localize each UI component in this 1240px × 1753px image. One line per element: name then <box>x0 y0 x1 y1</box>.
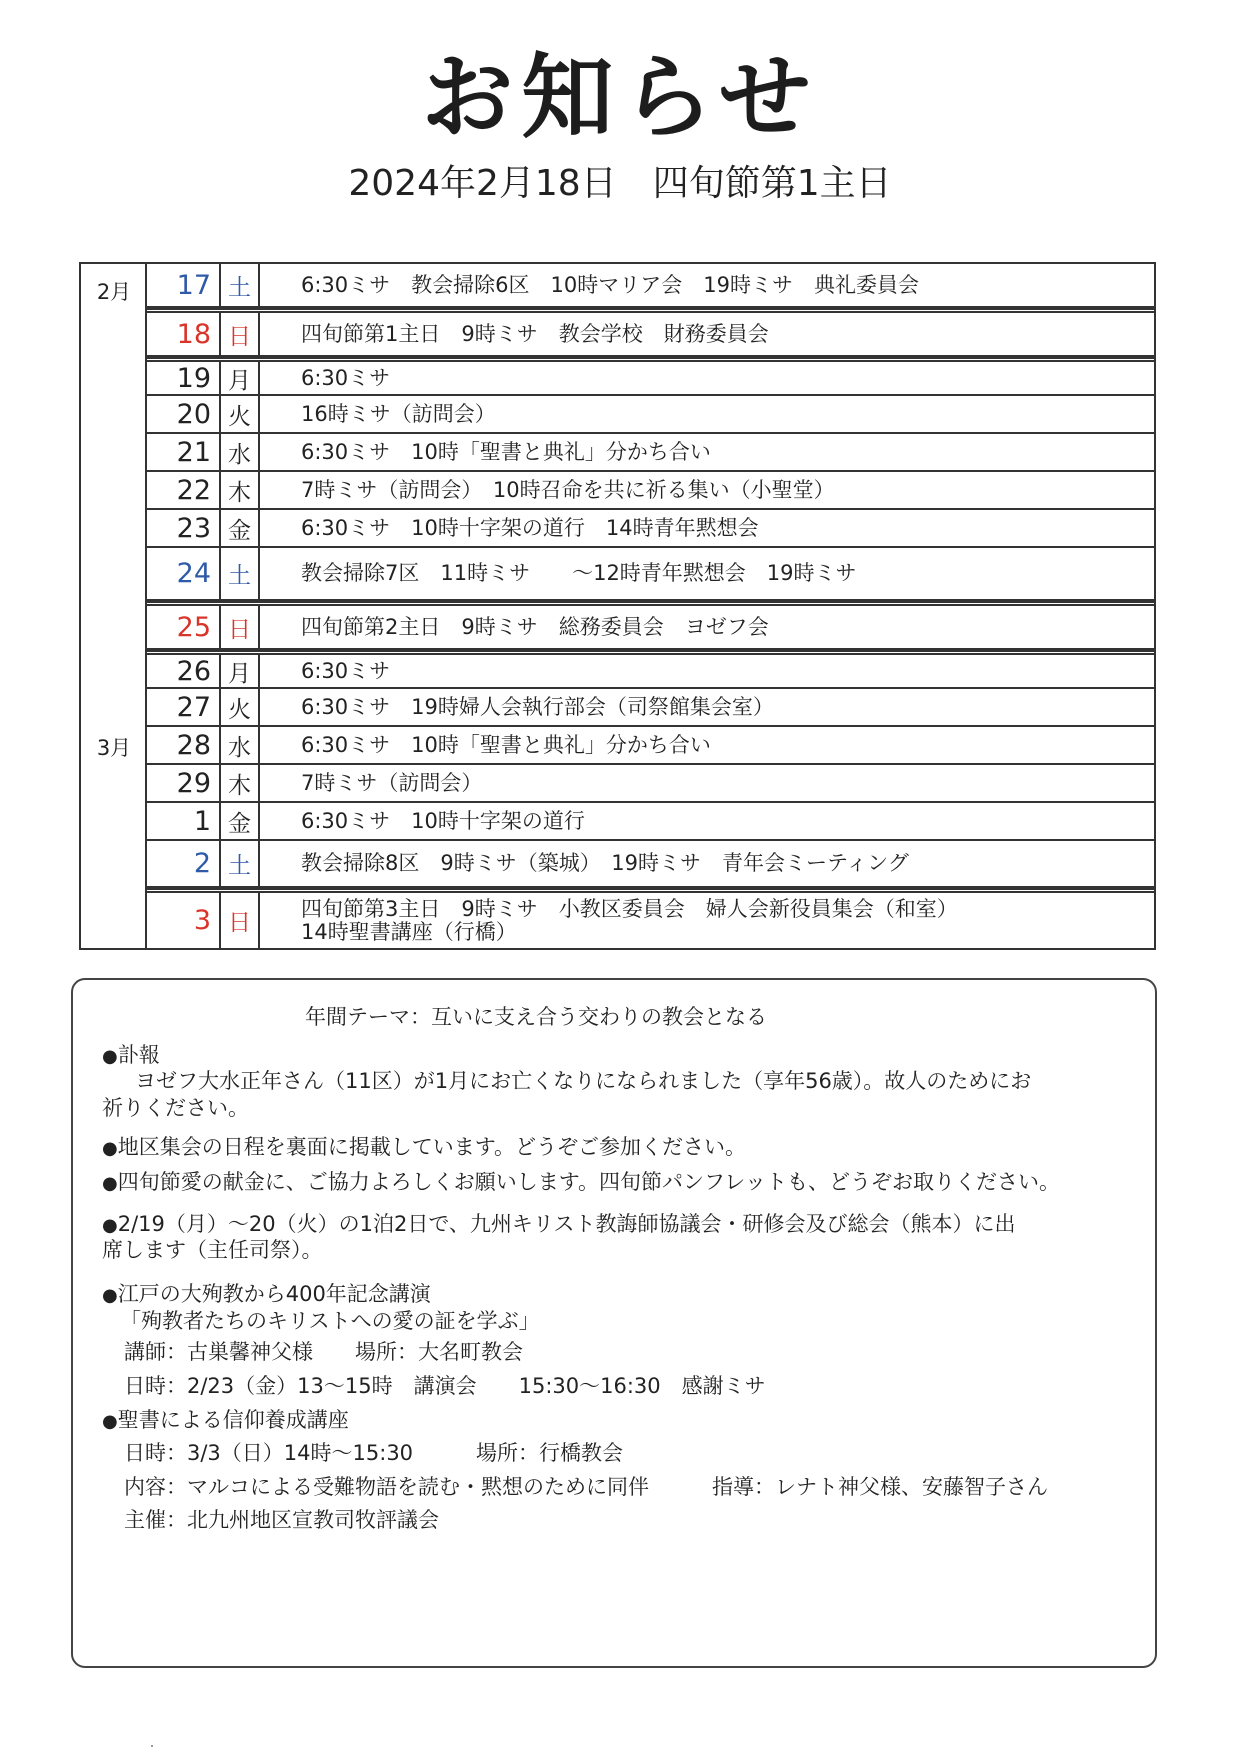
schedule-row <box>147 472 1156 510</box>
row-weekday: 火 <box>221 396 260 432</box>
schedule-row <box>147 727 1156 765</box>
row-date: 21 <box>147 434 221 470</box>
notice-heading: 訃報 <box>117 1043 160 1067</box>
schedule-row <box>147 841 1156 888</box>
page-title: お知らせ <box>421 44 819 151</box>
schedule-row <box>147 803 1156 841</box>
row-date: 1 <box>147 803 221 839</box>
row-events <box>260 655 1156 687</box>
schedule-row <box>147 396 1156 434</box>
month-column <box>81 264 147 948</box>
event-line: 教会掃除7区 11時ミサ ～12時青年黙想会 19時ミサ <box>301 561 857 586</box>
row-weekday: 水 <box>221 434 260 470</box>
row-events <box>260 313 1156 355</box>
row-date: 28 <box>147 727 221 763</box>
notice-course-time: 日時：3/3（日）14時～15:30 場所：行橋教会 <box>124 1441 624 1465</box>
schedule-table <box>79 262 1156 950</box>
month-label-february: 2月 <box>96 280 132 304</box>
schedule-row <box>147 765 1156 803</box>
notice-course-host: 主催：北九州地区宣教司牧評議会 <box>124 1508 439 1532</box>
row-events <box>260 765 1156 801</box>
event-line: 6:30ミサ <box>301 365 391 390</box>
row-weekday: 日 <box>221 606 260 648</box>
schedule-row <box>147 308 1156 357</box>
row-weekday: 木 <box>221 765 260 801</box>
notice-text: 地区集会の日程を裏面に掲載しています。どうぞご参加ください。 <box>117 1135 747 1159</box>
notice-obituary-heading <box>102 1043 160 1068</box>
notice-heading: 江戸の大殉教から400年記念講演 <box>117 1282 431 1306</box>
event-line: 6:30ミサ <box>301 658 391 683</box>
row-events <box>260 510 1156 546</box>
row-events <box>260 689 1156 725</box>
event-line: 教会掃除8区 9時ミサ（築城） 19時ミサ 青年会ミーティング <box>301 851 909 876</box>
annual-theme: 年間テーマ：互いに支え合う交わりの教会となる <box>305 1005 767 1029</box>
notice-text: 2/19（月）～20（火）の1泊2日で、九州キリスト教誨師協議会・研修会及び総会（熊本）に出 <box>117 1212 1016 1236</box>
row-date: 22 <box>147 472 221 508</box>
event-line: 6:30ミサ 教会掃除6区 10時マリア会 19時ミサ 典礼委員会 <box>301 272 919 297</box>
schedule-row <box>147 510 1156 548</box>
notice-kyushu-line: 席します（主任司祭）。 <box>102 1238 323 1262</box>
row-events <box>260 362 1156 394</box>
notice-lent-offering <box>102 1170 1060 1195</box>
notice-text: 四旬節愛の献金に、ご協力よろしくお願いします。四旬節パンフレットも、どうぞお取りください。 <box>117 1170 1060 1194</box>
schedule-row <box>147 601 1156 650</box>
event-line: 四旬節第2主日 9時ミサ 総務委員会 ヨゼフ会 <box>301 614 769 639</box>
row-date: 18 <box>147 313 221 355</box>
notice-lecture-title: 「殉教者たちのキリストへの愛の証を学ぶ」 <box>120 1309 540 1333</box>
notice-lecture-speaker: 講師：古巣馨神父様 場所：大名町教会 <box>124 1340 523 1364</box>
row-weekday: 火 <box>221 689 260 725</box>
notice-obituary-line: 祈りください。 <box>102 1096 249 1120</box>
row-date: 29 <box>147 765 221 801</box>
scan-dot <box>151 1745 153 1747</box>
row-date: 3 <box>147 893 221 948</box>
row-date: 27 <box>147 689 221 725</box>
row-date: 25 <box>147 606 221 648</box>
bullet-icon: ● <box>102 1215 118 1236</box>
row-weekday: 月 <box>221 655 260 687</box>
row-weekday: 金 <box>221 510 260 546</box>
page-subtitle: 2024年2月18日 四旬節第1主日 <box>348 163 892 204</box>
row-date: 23 <box>147 510 221 546</box>
row-events <box>260 472 1156 508</box>
row-date: 26 <box>147 655 221 687</box>
schedule-row <box>147 888 1156 948</box>
event-line: 7時ミサ（訪問会） 10時召命を共に祈る集い（小聖堂） <box>301 477 835 502</box>
bullet-icon: ● <box>102 1285 118 1306</box>
notice-course-content: 内容：マルコによる受難物語を読む・黙想のために同伴 指導：レナト神父様、安藤智子さん <box>124 1475 1048 1499</box>
row-weekday: 月 <box>221 362 260 394</box>
row-weekday: 金 <box>221 803 260 839</box>
bullet-icon: ● <box>102 1046 118 1067</box>
schedule-row <box>147 689 1156 727</box>
event-line: 14時聖書講座（行橋） <box>301 919 517 944</box>
notice-lecture-time: 日時：2/23（金）13～15時 講演会 15:30～16:30 感謝ミサ <box>124 1374 766 1398</box>
row-weekday: 土 <box>221 548 260 599</box>
row-events <box>260 434 1156 470</box>
notice-heading: 聖書による信仰養成講座 <box>117 1408 349 1432</box>
event-line: 6:30ミサ 10時十字架の道行 <box>301 808 585 833</box>
row-date: 24 <box>147 548 221 599</box>
row-date: 17 <box>147 264 221 306</box>
notice-district-meeting <box>102 1135 746 1160</box>
row-events <box>260 548 1156 599</box>
row-weekday: 土 <box>221 841 260 886</box>
event-line: 四旬節第3主日 9時ミサ 小教区委員会 婦人会新役員集会（和室） <box>301 897 958 922</box>
notice-kyushu <box>102 1212 1015 1237</box>
month-label-march: 3月 <box>96 736 132 760</box>
row-date: 19 <box>147 362 221 394</box>
event-line: 6:30ミサ 10時「聖書と典礼」分かち合い <box>301 439 711 464</box>
row-events <box>260 841 1156 886</box>
row-events <box>260 727 1156 763</box>
notice-course-heading <box>102 1408 349 1433</box>
schedule-row <box>147 548 1156 601</box>
row-events <box>260 264 1156 306</box>
row-events <box>260 396 1156 432</box>
bullet-icon: ● <box>102 1173 118 1194</box>
row-date: 20 <box>147 396 221 432</box>
row-events <box>260 803 1156 839</box>
row-weekday: 土 <box>221 264 260 306</box>
notice-lecture-heading <box>102 1282 431 1307</box>
row-weekday: 水 <box>221 727 260 763</box>
schedule-row <box>147 357 1156 396</box>
bullet-icon: ● <box>102 1411 118 1432</box>
event-line: 6:30ミサ 19時婦人会執行部会（司祭館集会室） <box>301 694 774 719</box>
event-line: 7時ミサ（訪問会） <box>301 770 483 795</box>
row-events <box>260 893 1156 948</box>
row-date: 2 <box>147 841 221 886</box>
schedule-row <box>147 650 1156 689</box>
event-line: 6:30ミサ 10時十字架の道行 14時青年黙想会 <box>301 515 759 540</box>
schedule-row <box>147 264 1156 308</box>
row-events <box>260 606 1156 648</box>
row-weekday: 日 <box>221 313 260 355</box>
row-weekday: 日 <box>221 893 260 948</box>
event-line: 6:30ミサ 10時「聖書と典礼」分かち合い <box>301 732 711 757</box>
row-weekday: 木 <box>221 472 260 508</box>
event-line: 四旬節第1主日 9時ミサ 教会学校 財務委員会 <box>301 321 769 346</box>
event-line: 16時ミサ（訪問会） <box>301 401 496 426</box>
notice-obituary-line: ヨゼフ大水正年さん（11区）が1月にお亡くなりになられました（享年56歳）。故人のためにお <box>135 1069 1032 1093</box>
schedule-row <box>147 434 1156 472</box>
bullet-icon: ● <box>102 1138 118 1159</box>
